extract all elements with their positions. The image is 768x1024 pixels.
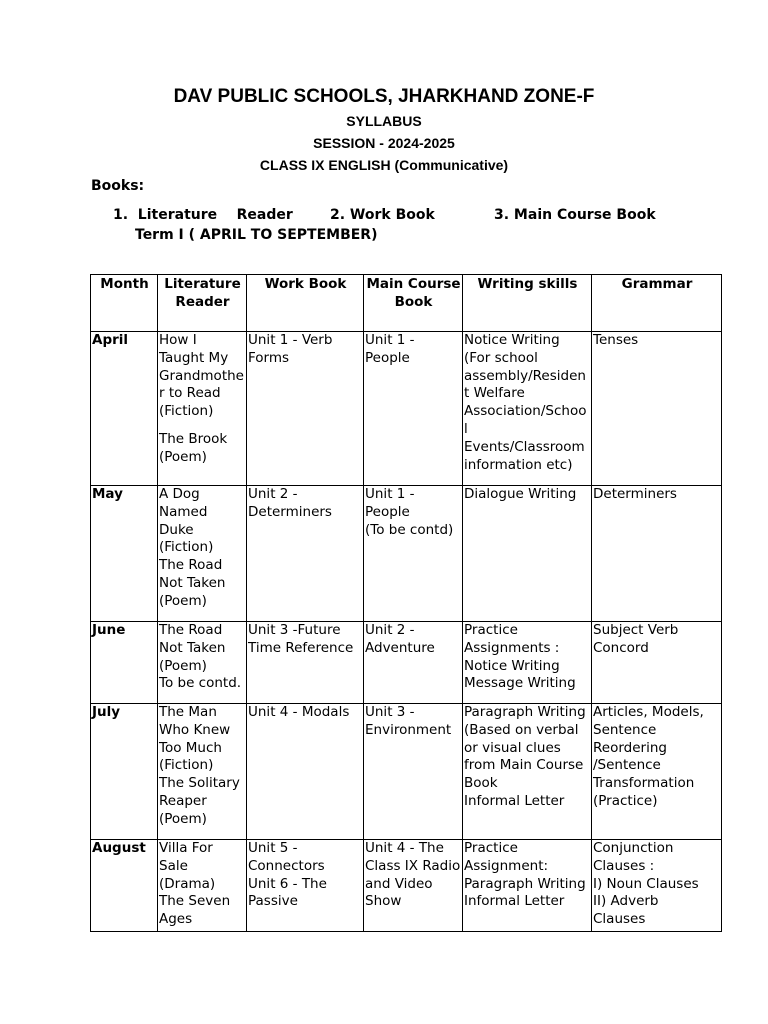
main-course-cell: Unit 2 - Adventure [364,622,463,704]
table-row [91,486,722,622]
writing-cell: Paragraph Writing (Based on verbal or visual clues from Main Course Book Informal Letter [463,704,592,840]
syllabus-table [90,274,722,932]
month-cell: June [91,622,158,704]
writing-cell: Notice Writing (For school assembly/Residen t Welfare Association/Schoo l Events/Classroom information etc) [463,332,592,486]
month-cell: July [91,704,158,840]
table-header-row [91,275,722,332]
main-course-cell: Unit 1 - People (To be contd) [364,486,463,622]
table-row [91,622,722,704]
workbook-cell: Unit 5 - Connectors Unit 6 - The Passive [247,840,364,932]
writing-cell: Practice Assignments : Notice Writing Message Writing [463,622,592,704]
books-label: Books: [91,178,145,194]
grammar-cell: Determiners [592,486,722,622]
month-cell: May [91,486,158,622]
literature-cell: A Dog Named Duke (Fiction) The Road Not Taken (Poem) [158,486,247,622]
class-heading: CLASS IX ENGLISH (Communicative) [259,157,509,173]
workbook-cell: Unit 4 - Modals [247,704,364,840]
syllabus-heading: SYLLABUS [346,113,422,129]
month-cell: August [91,840,158,932]
writing-cell: Dialogue Writing [463,486,592,622]
header-work-book: Work Book [247,275,364,332]
workbook-cell: Unit 3 -Future Time Reference [247,622,364,704]
main-course-cell: Unit 4 - The Class IX Radio and Video Show [364,840,463,932]
literature-text-extra: The Brook (Poem) [159,430,228,465]
workbook-cell: Unit 1 - Verb Forms [247,332,364,486]
literature-text: How I Taught My Grandmothe r to Read (Fiction) [159,332,244,420]
workbook-cell: Unit 2 - Determiners [247,486,364,622]
main-course-cell: Unit 1 - People [364,332,463,486]
session-heading: SESSION - 2024-2025 [313,135,455,151]
header-literature-reader: Literature Reader [158,275,247,332]
table-row [91,840,722,932]
book-main-course: 3. Main Course Book [494,207,656,223]
grammar-cell: Tenses [592,332,722,486]
header-writing-skills: Writing skills [463,275,592,332]
literature-cell: The Man Who Knew Too Much (Fiction) The Solitary Reaper (Poem) [158,704,247,840]
term-heading: Term I ( APRIL TO SEPTEMBER) [135,227,378,243]
document-title: DAV PUBLIC SCHOOLS, JHARKHAND ZONE-F [173,86,595,107]
writing-cell: Practice Assignment: Paragraph Writing Informal Letter [463,840,592,932]
literature-cell: Villa For Sale (Drama) The Seven Ages [158,840,247,932]
literature-cell [158,332,247,486]
header-month: Month [91,275,158,332]
header-grammar: Grammar [592,275,722,332]
book-literature-reader: 1. Literature Reader [113,207,293,223]
header-main-course-book: Main Course Book [364,275,463,332]
book-work-book: 2. Work Book [330,207,435,223]
main-course-cell: Unit 3 - Environment [364,704,463,840]
table-row [91,332,722,486]
table-row [91,704,722,840]
grammar-cell: Subject Verb Concord [592,622,722,704]
month-cell: April [91,332,158,486]
literature-cell: The Road Not Taken (Poem) To be contd. [158,622,247,704]
grammar-cell: Articles, Models, Sentence Reordering /Sentence Transformation (Practice) [592,704,722,840]
grammar-cell: Conjunction Clauses : I) Noun Clauses II) Adverb Clauses [592,840,722,932]
